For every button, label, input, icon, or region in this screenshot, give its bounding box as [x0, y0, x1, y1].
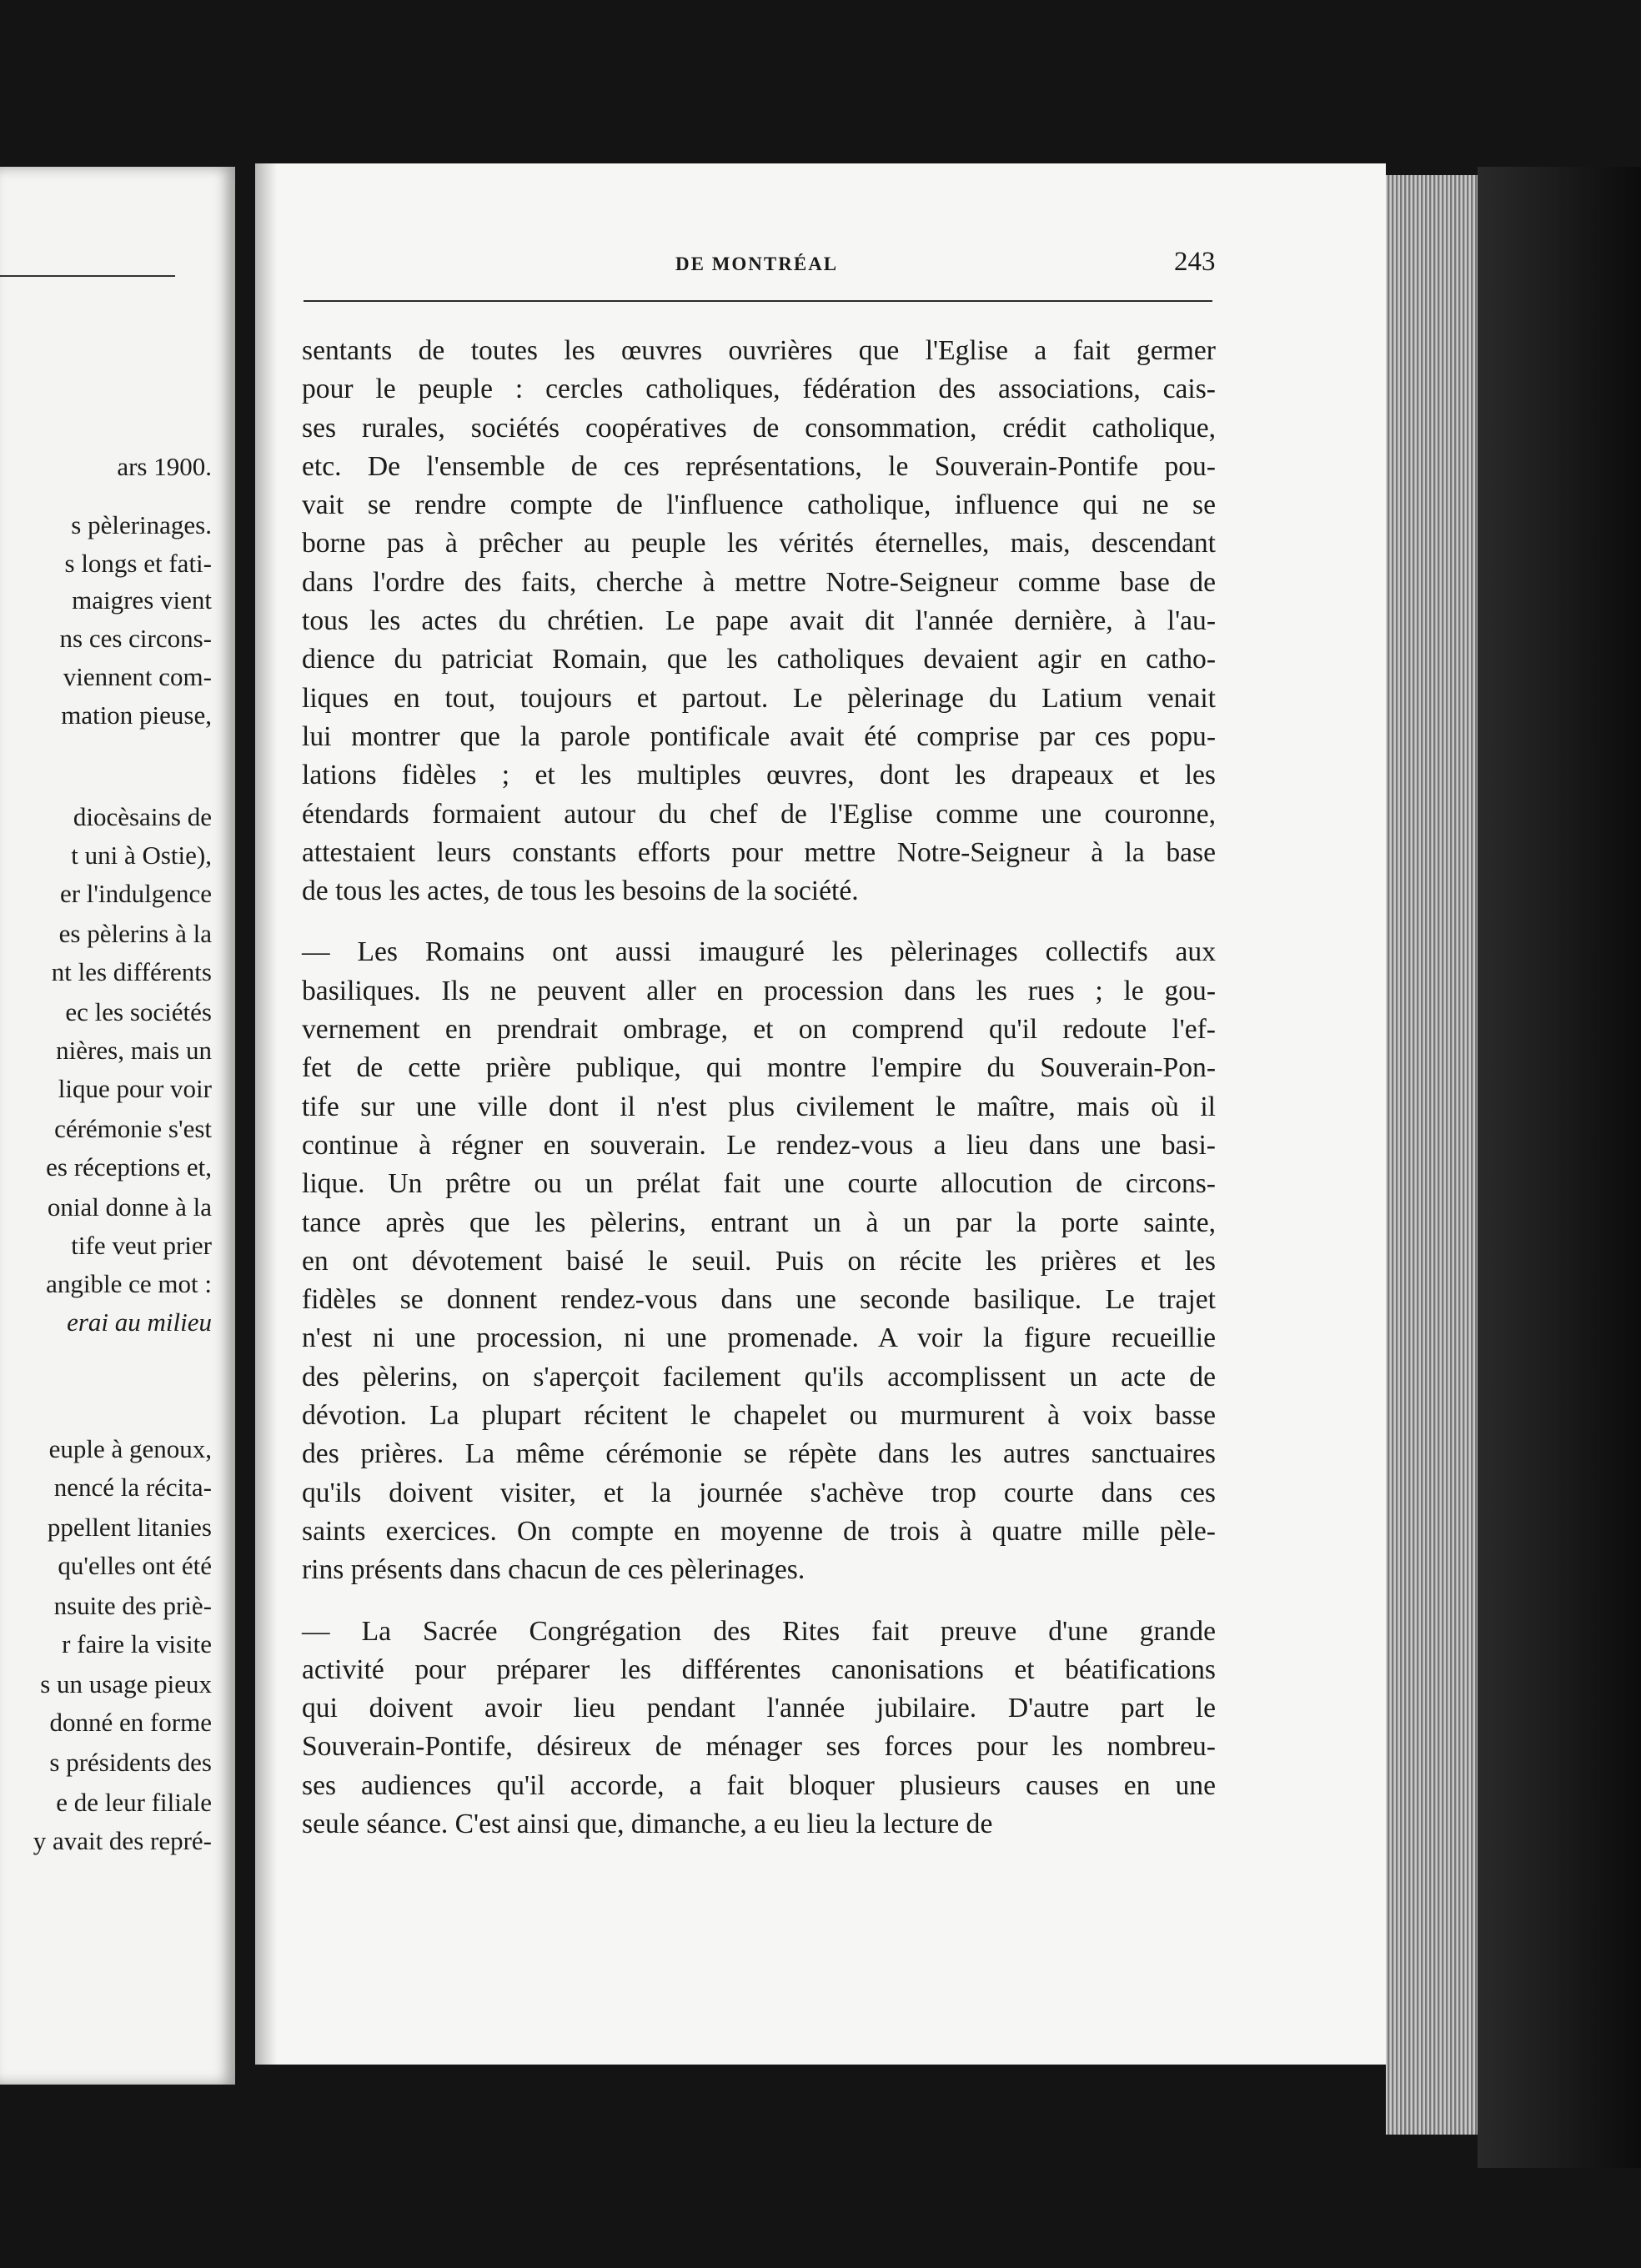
text-line: borne pas à prêcher au peuple les vérités éternelles, mais, descendant [302, 528, 1216, 559]
left-page-line: maigres vient [72, 585, 212, 615]
body-text [302, 332, 1216, 1844]
text-line: — La Sacrée Congrégation des Rites fait preuve d'une grande [302, 1615, 1216, 1647]
page-number: 243 [1174, 247, 1216, 277]
left-page-line: r faire la visite [62, 1629, 212, 1658]
text-line: tance après que les pèlerins, entrant un à un par la porte sainte, [302, 1207, 1216, 1238]
left-page-line: cérémonie s'est [54, 1114, 212, 1143]
paragraph-gap [302, 911, 1216, 933]
book-shadow [1478, 167, 1641, 2168]
text-line: liques en tout, toujours et partout. Le pèlerinage du Latium venait [302, 682, 1216, 714]
text-line: vernement en prendrait ombrage, et on comprend qu'il redoute l'ef- [302, 1014, 1216, 1046]
left-page-line: qu'elles ont été [58, 1551, 212, 1580]
left-page-line: diocèsains de [73, 802, 212, 831]
left-page-line: lique pour voir [58, 1074, 212, 1103]
left-page-line: s un usage pieux [40, 1669, 212, 1698]
left-page-line: nt les différents [51, 957, 212, 986]
text-line: saints exercices. On compte en moyenne de trois à quatre mille pèle- [302, 1515, 1216, 1547]
left-page-line: euple à genoux, [48, 1434, 212, 1463]
text-line: n'est ni une procession, ni une promenade. A voir la figure recueillie [302, 1322, 1216, 1354]
text-line: en ont dévotement baisé le seuil. Puis on récite les prières et les [302, 1245, 1216, 1277]
text-line: tife sur une ville dont il n'est plus civilement le maître, mais où il [302, 1091, 1216, 1122]
text-line: attestaient leurs constants efforts pour mettre Notre-Seigneur à la base [302, 836, 1216, 868]
left-page-line: nières, mais un [56, 1036, 212, 1065]
left-page-line: er l'indulgence [59, 879, 212, 908]
left-page-line: y avait des repré- [33, 1826, 212, 1855]
text-line: Souverain-Pontife, désireux de ménager ses forces pour les nombreu- [302, 1731, 1216, 1763]
page-edges [1386, 175, 1478, 2135]
paragraph-gap [302, 1590, 1216, 1613]
left-page-line: s pèlerinages. [71, 510, 212, 539]
text-line: sentants de toutes les œuvres ouvrières que l'Eglise a fait germer [302, 335, 1216, 366]
left-page-line: donné en forme [49, 1708, 212, 1737]
header-rule [304, 300, 1212, 302]
text-line: lique. Un prêtre ou un prélat fait une courte allocution de circons- [302, 1168, 1216, 1200]
left-page-line: ns ces circons- [59, 624, 212, 653]
text-line: des prières. La même cérémonie se répète dans les autres sanctuaires [302, 1438, 1216, 1470]
text-line: ses audiences qu'il accorde, a fait bloquer plusieurs causes en une [302, 1769, 1216, 1801]
left-page-line: viennent com- [63, 662, 212, 691]
text-line: — Les Romains ont aussi imauguré les pèlerinages collectifs aux [302, 936, 1216, 968]
paragraph [302, 933, 1216, 1589]
text-line: lui montrer que la parole pontificale avait été comprise par ces popu- [302, 720, 1216, 752]
text-line: des pèlerins, on s'aperçoit facilement qu'ils accomplissent un acte de [302, 1361, 1216, 1392]
left-page-line: nencé la récita- [53, 1473, 212, 1502]
left-page-line: es réceptions et, [46, 1152, 212, 1182]
text-line: dience du patriciat Romain, que les catholiques devaient agir en catho- [302, 644, 1216, 675]
left-page-line: erai au milieu [67, 1307, 212, 1337]
left-page-line: s longs et fati- [64, 549, 212, 578]
text-line: qui doivent avoir lieu pendant l'année jubilaire. D'autre part le [302, 1693, 1216, 1724]
left-page-rule [0, 275, 175, 277]
text-line: qu'ils doivent visiter, et la journée s'achève trop courte dans ces [302, 1477, 1216, 1508]
left-page-line: ppellent litanies [47, 1513, 212, 1542]
text-line: seule séance. C'est ainsi que, dimanche, a eu lieu la lecture de [302, 1808, 993, 1839]
text-line: continue à régner en souverain. Le rendez-vous a lieu dans une basi- [302, 1129, 1216, 1161]
left-page-line: nsuite des priè- [53, 1591, 212, 1620]
left-page-line: t uni à Ostie), [71, 840, 212, 870]
text-line: etc. De l'ensemble de ces représentations, le Souverain-Pontife pou- [302, 450, 1216, 482]
paragraph [302, 332, 1216, 911]
paragraph [302, 1613, 1216, 1844]
text-line: basiliques. Ils ne peuvent aller en procession dans les rues ; le gou- [302, 975, 1216, 1006]
text-line: tous les actes du chrétien. Le pape avait dit l'année dernière, à l'au- [302, 605, 1216, 637]
left-page-line: angible ce mot : [46, 1269, 212, 1298]
text-line: étendards formaient autour du chef de l'Eglise comme une couronne, [302, 798, 1216, 830]
left-page-line: es pèlerins à la [58, 919, 212, 948]
text-line: fet de cette prière publique, qui montre l'empire du Souverain-Pon- [302, 1052, 1216, 1084]
left-page-line: ars 1900. [117, 452, 212, 481]
running-head: DE MONTRÉAL [675, 253, 839, 274]
left-page-line: e de leur filiale [56, 1788, 212, 1817]
left-page [0, 167, 235, 2085]
left-page-line: tife veut prier [71, 1231, 212, 1260]
text-line: rins présents dans chacun de ces pèlerinages. [302, 1554, 805, 1586]
text-line: activité pour préparer les différentes canonisations et béatifications [302, 1653, 1216, 1685]
text-line: dans l'ordre des faits, cherche à mettre Notre-Seigneur comme base de [302, 566, 1216, 598]
text-line: dévotion. La plupart récitent le chapelet ou murmurent à voix basse [302, 1400, 1216, 1432]
left-page-line: ec les sociétés [65, 997, 212, 1026]
text-line: lations fidèles ; et les multiples œuvres, dont les drapeaux et les [302, 760, 1216, 791]
text-line: fidèles se donnent rendez-vous dans une seconde basilique. Le trajet [302, 1284, 1216, 1316]
text-line: ses rurales, sociétés coopératives de consommation, crédit catholique, [302, 412, 1216, 444]
text-line: pour le peuple : cercles catholiques, fédération des associations, cais- [302, 374, 1216, 405]
left-page-line: onial donne à la [47, 1192, 212, 1222]
left-page-line: mation pieuse, [61, 700, 212, 730]
text-line: vait se rendre compte de l'influence catholique, influence qui ne se [302, 489, 1216, 521]
text-line: de tous les actes, de tous les besoins de la société. [302, 876, 859, 907]
left-page-line: s présidents des [49, 1748, 212, 1777]
